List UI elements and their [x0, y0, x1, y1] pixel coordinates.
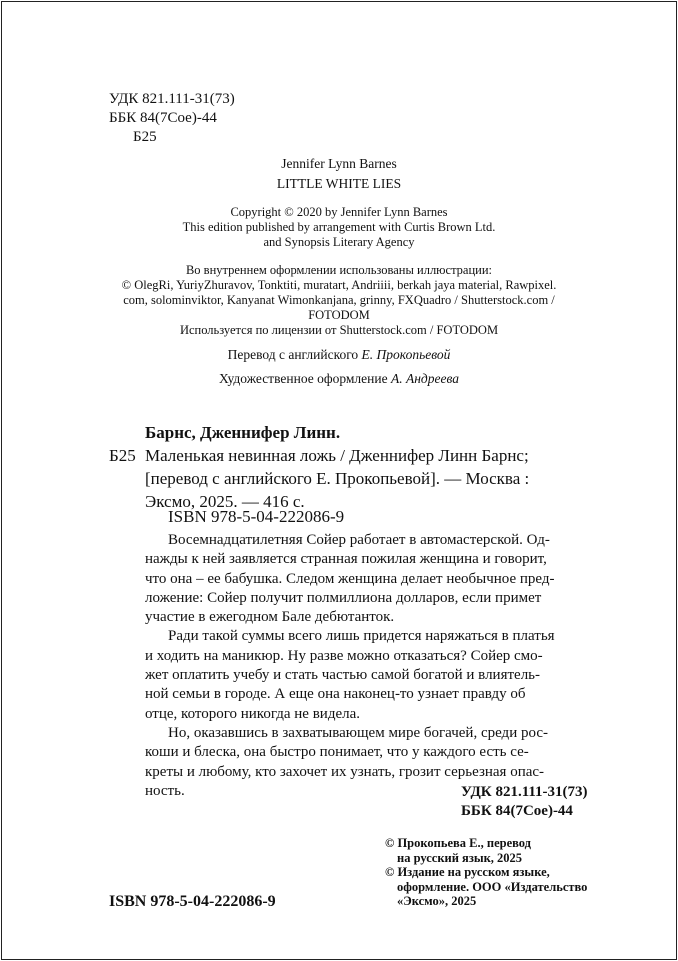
copyright-translation-1: © Прокопьева Е., перевод	[385, 836, 532, 850]
copyright-original-2: This edition published by arrangement with Curtis Brown Ltd.	[182, 220, 496, 234]
copyright-block	[385, 836, 587, 909]
udk-bottom: УДК 821.111-31(73)	[461, 784, 588, 800]
catalog-mark: Б25	[109, 446, 136, 465]
annotation-line: коши и блеска, она быстро понимает, что у каждого есть се-	[145, 744, 529, 761]
annotation-line: и ходить на маникюр. Ну разве можно отказаться? Сойер смо-	[145, 647, 543, 664]
original-title: LITTLE WHITE LIES	[276, 176, 402, 191]
annotation-line: отце, которого никогда не видела.	[145, 705, 361, 722]
art-design-credit	[109, 370, 569, 387]
catalog-isbn: ISBN 978-5-04-222086-9	[168, 507, 345, 526]
annotation-paragraph	[145, 627, 610, 723]
copyright-translation-2: на русский язык, 2025	[397, 850, 523, 865]
art-design-label: Художественное оформление	[218, 371, 391, 386]
original-author: Jennifer Lynn Barnes	[281, 156, 397, 171]
copyright-edition-1: © Издание на русском языке,	[385, 865, 550, 879]
catalog-line-1: Маленькая невинная ложь / Дженнифер Линн Барнс;	[145, 446, 529, 465]
annotation-line: ность.	[145, 782, 185, 799]
copyright-edition-2: оформление. ООО «Издательство	[397, 879, 588, 894]
annotation-line: ной семьи в городе. А еще она наконец-то узнает правду об	[145, 686, 526, 703]
translation-label: Перевод с английского	[227, 347, 362, 362]
illustration-credit-3: com, solominviktor, Kanyanat Wimonkanjana, grinny, FXQuadro / Shutterstock.com /	[123, 293, 555, 307]
annotation-line: Восемнадцатилетняя Сойер работает в автомастерской. Од-	[168, 532, 550, 548]
author-mark-top: Б25	[133, 129, 157, 145]
illustration-credit-4: FOTODOM	[308, 308, 370, 322]
annotation-line: нажды к ней заявляется странная пожилая женщина и говорит,	[145, 551, 547, 568]
bbk-bottom: ББК 84(7Сое)-44	[461, 803, 573, 819]
translator-name: Е. Прокопьевой	[361, 347, 451, 362]
annotation-line: участие в ежегодном Бале дебютанток.	[145, 609, 395, 626]
udk-top: УДК 821.111-31(73)	[109, 91, 235, 107]
art-designer-name: А. Андреева	[390, 371, 460, 386]
copyright-edition-3: «Эксмо», 2025	[397, 894, 477, 908]
illustration-credit-5: Используется по лицензии от Shutterstock.com / FOTODOM	[179, 323, 499, 337]
annotation-line: креты и любому, кто захочет их узнать, грозит серьезная опас-	[145, 763, 545, 780]
isbn-bottom: ISBN 978-5-04-222086-9	[109, 893, 276, 910]
annotation-line: что она – ее бабушка. Следом женщина делает необычное пред-	[145, 570, 555, 587]
translation-credit	[109, 346, 569, 363]
annotation	[145, 531, 610, 801]
annotation-paragraph	[145, 531, 610, 627]
catalog-heading: Барнс, Дженнифер Линн.	[145, 423, 341, 442]
illustration-credit-2: © OlegRi, YuriyZhuravov, Tonktiti, muratart, Andriiii, berkah jaya material, Rawpixel.	[121, 278, 557, 292]
copyright-original-3: and Synopsis Literary Agency	[263, 235, 415, 249]
catalog-line-3: Эксмо, 2025. — 416 с.	[145, 492, 305, 511]
annotation-line: Но, оказавшись в захватывающем мире богачей, среди рос-	[168, 724, 548, 741]
annotation-line: жет оплатить учебу и стать частью самой богатой и влиятель-	[145, 667, 541, 684]
bbk-top: ББК 84(7Сое)-44	[109, 110, 217, 126]
illustration-credit-1: Во внутреннем оформлении использованы иллюстрации:	[185, 263, 493, 277]
catalog-line-2: [перевод с английского Е. Прокопьевой]. — Москва :	[145, 469, 530, 488]
annotation-line: Ради такой суммы всего лишь придется наряжаться в платья	[168, 628, 555, 645]
copyright-original-1: Copyright © 2020 by Jennifer Lynn Barnes	[230, 205, 448, 219]
annotation-line: ложение: Сойер получит полмиллиона долларов, если примет	[145, 589, 542, 606]
